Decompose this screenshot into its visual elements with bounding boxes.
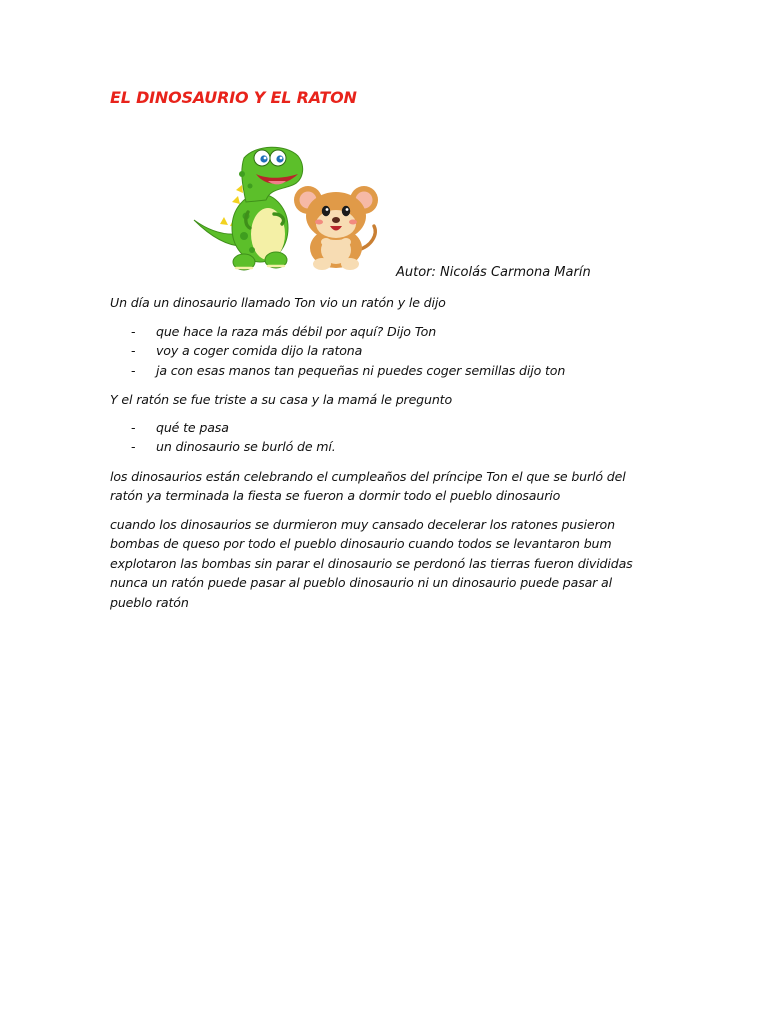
dash-marker: -	[131, 420, 136, 435]
dialogue-line	[110, 418, 650, 437]
dialogue-list-1	[110, 322, 650, 380]
dialogue-text: ja con esas manos tan pequeñas ni puedes coger semillas dijo ton	[156, 362, 566, 378]
dialogue-list-2	[110, 418, 650, 457]
dialogue-text: que hace la raza más débil por aquí? Dijo Ton	[156, 324, 437, 339]
author-line: Autor: Nicolás Carmona Marín	[396, 265, 591, 280]
dash-marker: -	[131, 439, 136, 455]
dinosaur-icon	[194, 147, 303, 270]
dialogue-text: qué te pasa	[156, 420, 229, 435]
story-paragraph-1: los dinosaurios están celebrando el cumpleaños del príncipe Ton el que se burló del ratón ya terminada la fiesta se fueron a dormir todo el pueblo dinosaurio	[110, 469, 626, 504]
dialogue-line	[110, 437, 650, 456]
dialogue-text: un dinosaurio se burló de mí.	[156, 439, 336, 455]
dialogue-line	[110, 341, 650, 360]
story-paragraph-2: cuando los dinosaurios se durmieron muy cansado decelerar los ratones pusieron bombas de queso por todo el pueblo dinosaurio cuando todos se levantaron bum explotaron las bombas sin parar el dinosaurio se perdonó las tierras fueron divididas nunca un ratón puede pasar al pueblo dinosaurio ni un dinosaurio puede pasar al pueblo ratón	[110, 517, 633, 610]
dash-marker: -	[131, 343, 136, 359]
story-transition: Y el ratón se fue triste a su casa y la mamá le pregunto	[110, 392, 453, 407]
dash-marker: -	[131, 324, 136, 339]
dialogue-line	[110, 361, 650, 380]
mouse-icon	[294, 186, 378, 270]
story-title: EL DINOSAURIO Y EL RATON	[110, 88, 357, 107]
dash-marker: -	[131, 362, 136, 378]
story-illustration	[186, 140, 386, 276]
dialogue-line	[110, 322, 650, 341]
dialogue-text: voy a coger comida dijo la ratona	[156, 343, 363, 359]
story-intro: Un día un dinosaurio llamado Ton vio un ratón y le dijo	[110, 295, 446, 310]
